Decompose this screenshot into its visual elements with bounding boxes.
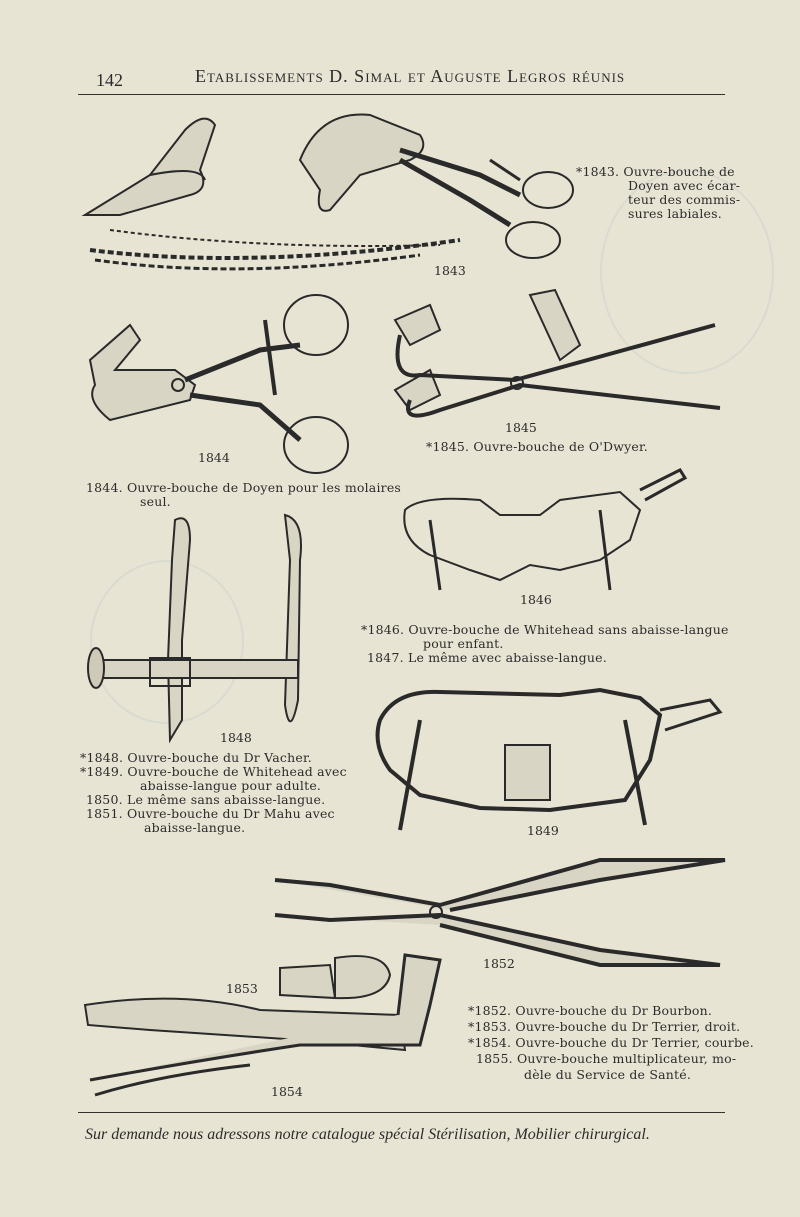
page-number: 142 <box>96 70 123 90</box>
instrument-1848 <box>88 515 301 740</box>
instrument-1849 <box>378 690 720 830</box>
figure-number-1853: 1853 <box>226 981 258 996</box>
caption-line: abaisse-langue. <box>144 820 246 835</box>
figure-number-1843: 1843 <box>434 263 466 278</box>
instrument-1845 <box>395 290 720 416</box>
caption-line: 1851. Ouvre-bouche du Dr Mahu avec <box>86 806 335 821</box>
caption-line: *1846. Ouvre-bouche de Whitehead sans abaisse-langue <box>361 622 729 637</box>
caption-line: seul. <box>140 494 171 509</box>
caption-line: *1854. Ouvre-bouche du Dr Terrier, courbe. <box>468 1035 754 1050</box>
caption-1843 <box>576 165 740 221</box>
running-title: Etablissements D. Simal et Auguste Legros réunis <box>195 66 626 86</box>
instrument-1843 <box>85 115 573 269</box>
caption-1844 <box>86 481 401 509</box>
caption-line: pour enfant. <box>423 636 504 651</box>
figure-number-1845: 1845 <box>505 420 537 435</box>
caption-line: *1843. Ouvre-bouche de <box>576 164 735 179</box>
figure-number-1854: 1854 <box>271 1084 303 1099</box>
caption-line: *1853. Ouvre-bouche du Dr Terrier, droit. <box>468 1019 741 1034</box>
caption-line: 1844. Ouvre-bouche de Doyen pour les molaires <box>86 480 402 495</box>
figure-number-1849: 1849 <box>527 823 559 838</box>
caption-1848-1851 <box>80 751 347 835</box>
instrument-1853 <box>280 956 390 998</box>
figure-number-1852: 1852 <box>483 956 515 971</box>
figure-number-1846: 1846 <box>520 592 552 607</box>
caption-line: *1852. Ouvre-bouche du Dr Bourbon. <box>468 1003 713 1018</box>
caption-line: Doyen avec écar- <box>628 178 741 193</box>
instrument-1846 <box>404 470 685 590</box>
instrument-1852 <box>275 860 725 965</box>
caption-line: *1849. Ouvre-bouche de Whitehead avec <box>80 764 347 779</box>
caption-line: *1848. Ouvre-bouche du Dr Vacher. <box>80 750 312 765</box>
caption-line: 1847. Le même avec abaisse-langue. <box>367 650 607 665</box>
caption-1846-1847 <box>361 623 729 665</box>
figure-number-1844: 1844 <box>198 450 230 465</box>
footer-rule <box>78 1112 725 1113</box>
caption-line: abaisse-langue pour adulte. <box>140 778 322 793</box>
caption-1852-1855 <box>468 1003 754 1083</box>
caption-line: dèle du Service de Santé. <box>524 1067 691 1082</box>
caption-line: 1850. Le même sans abaisse-langue. <box>86 792 326 807</box>
figure-number-1848: 1848 <box>220 730 252 745</box>
footer-note: Sur demande nous adressons notre catalogue spécial Stérilisation, Mobilier chirurgical. <box>85 1126 650 1143</box>
caption-line: 1855. Ouvre-bouche multiplicateur, mo- <box>476 1051 737 1066</box>
caption-line: sures labiales. <box>628 206 722 221</box>
instrument-1844 <box>90 295 348 473</box>
caption-1845: *1845. Ouvre-bouche de O'Dwyer. <box>426 439 648 454</box>
caption-line: teur des commis- <box>628 192 741 207</box>
